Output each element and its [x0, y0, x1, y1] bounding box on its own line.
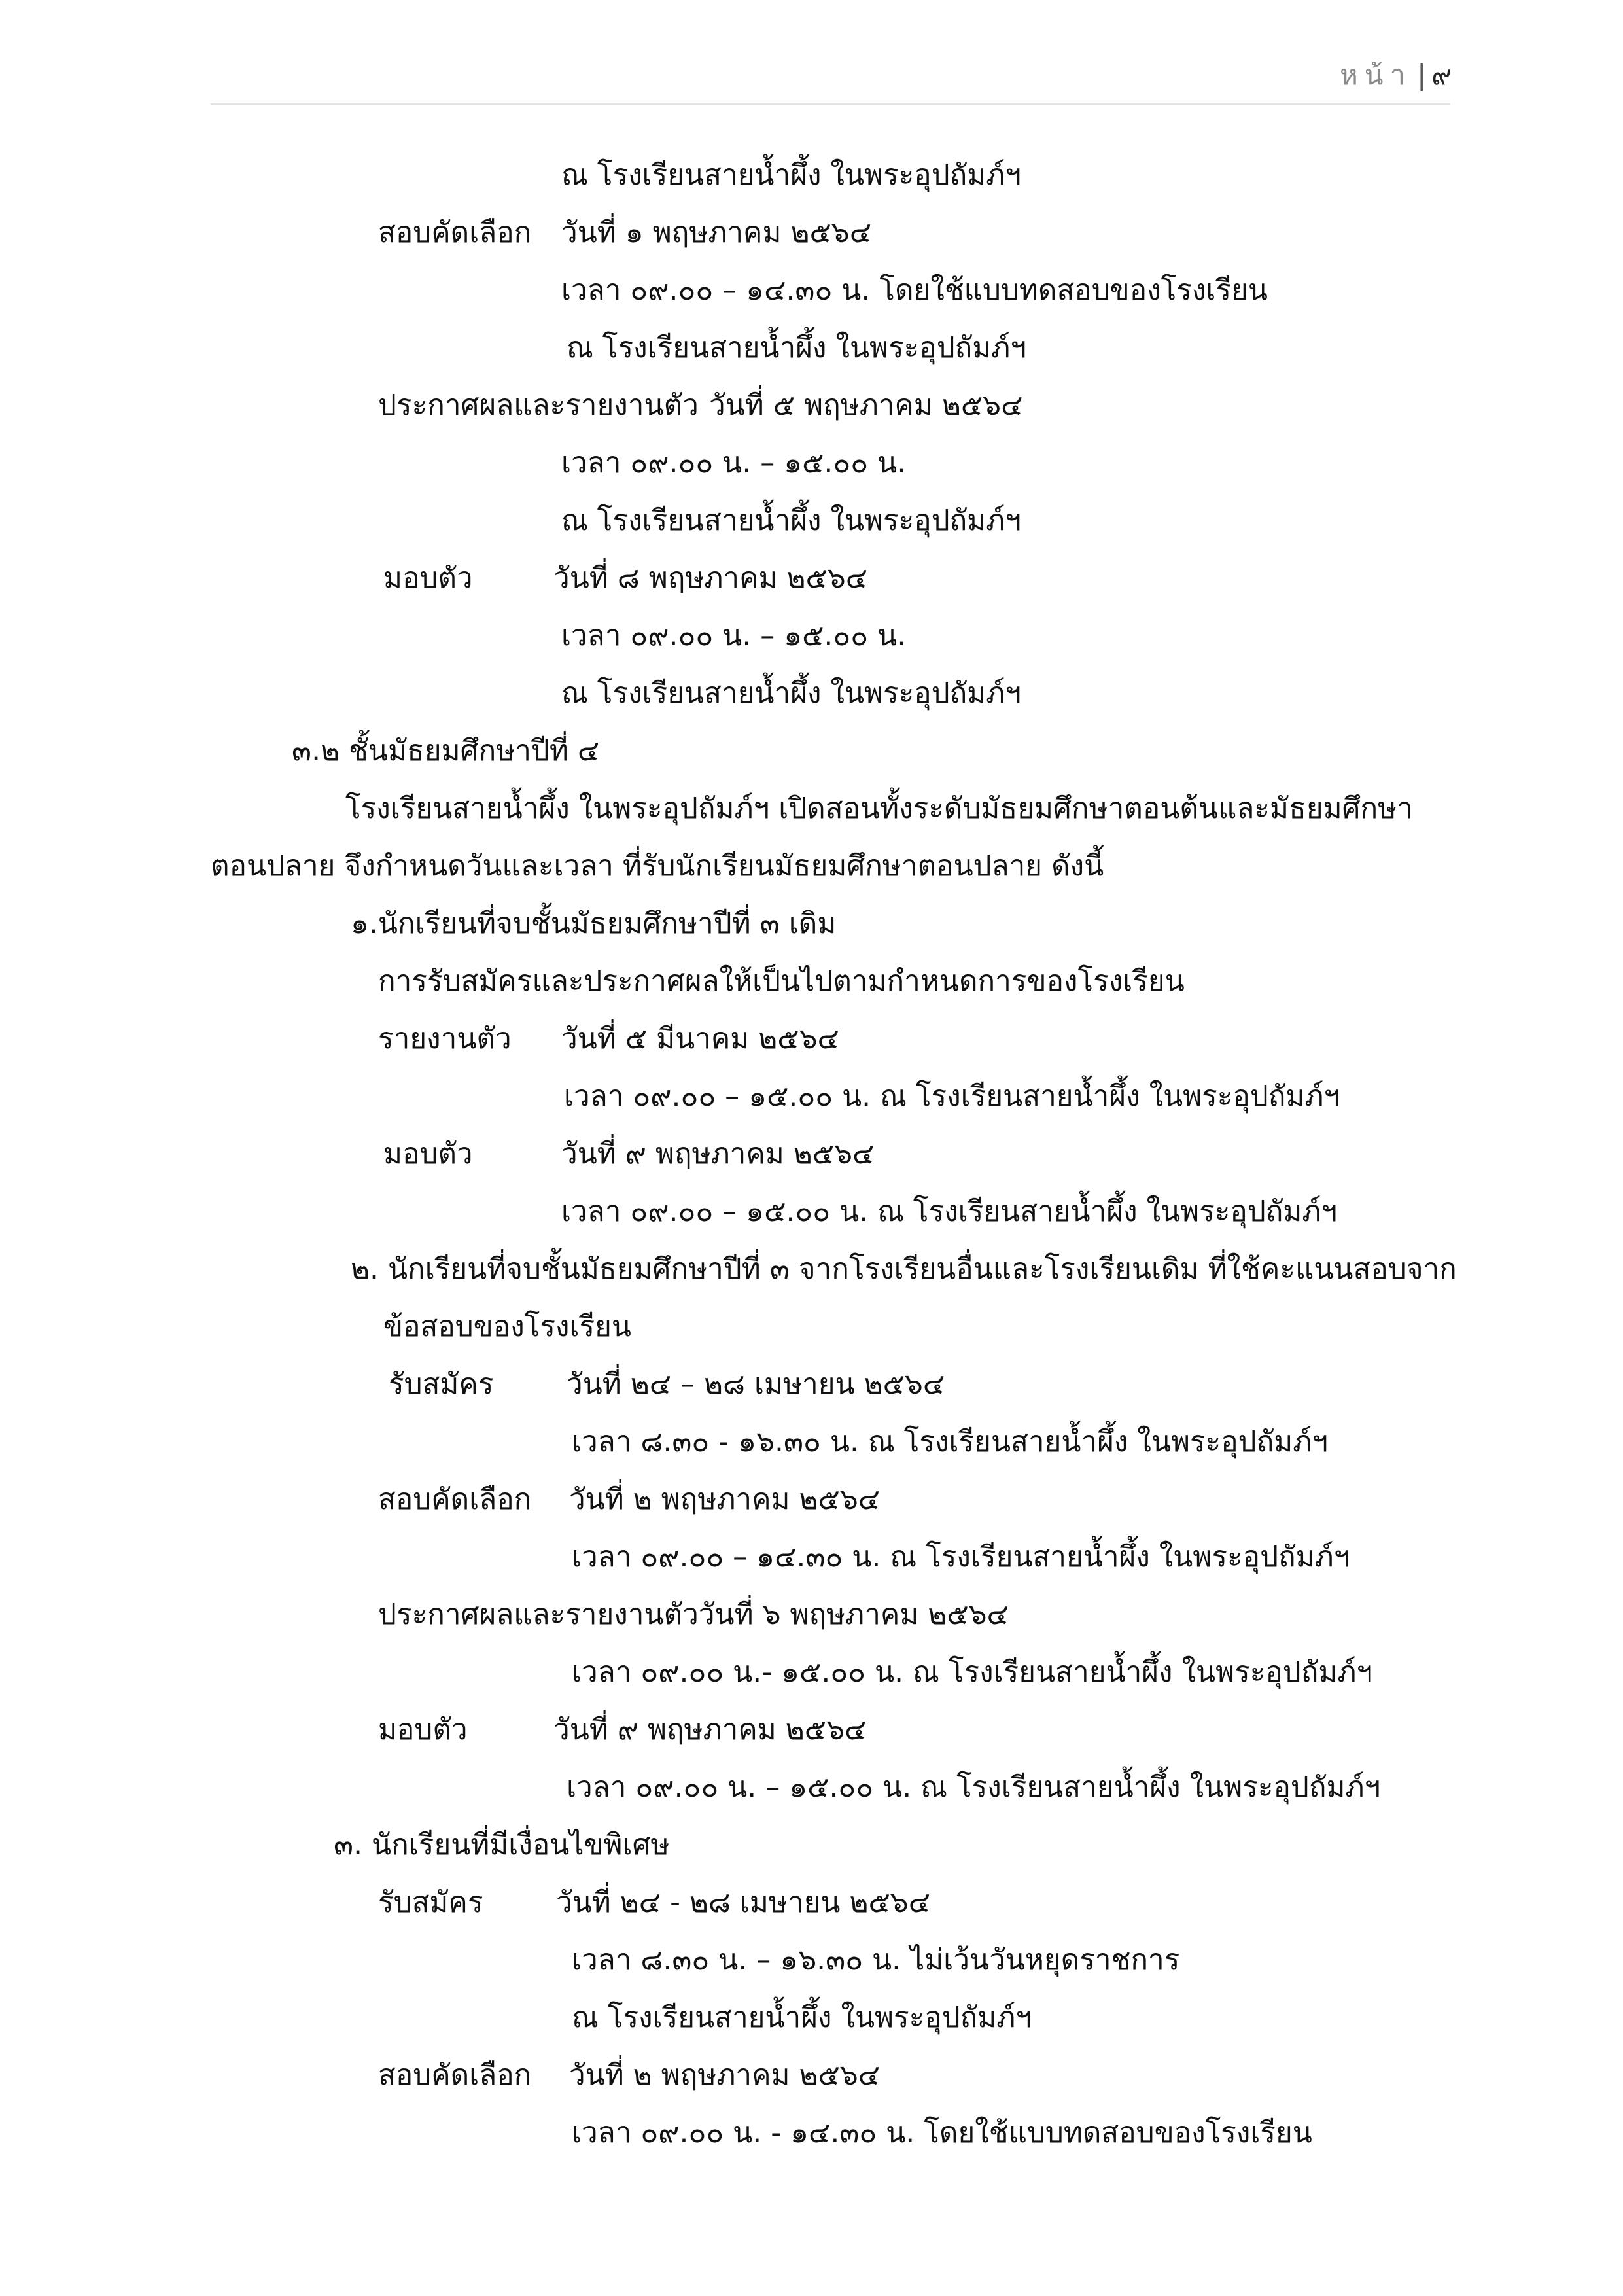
text-line: ประกาศผลและรายงานตัววันที่ ๖ พฤษภาคม ๒๕๖๔: [378, 1598, 1009, 1631]
text-line: วันที่ ๙ พฤษภาคม ๒๕๖๔: [553, 1713, 867, 1746]
text-line-label: มอบตัว: [383, 561, 473, 595]
header-divider: [211, 103, 1450, 105]
text-line: เวลา ๐๙.๐๐ น.- ๑๕.๐๐ น. ณ โรงเรียนสายน้ำผึ้ง ในพระอุปถัมภ์ฯ: [572, 1655, 1373, 1689]
text-line: วันที่ ๕ มีนาคม ๒๕๖๔: [561, 1022, 839, 1055]
text-line: เวลา ๐๙.๐๐ – ๑๔.๓๐ น. โดยใช้แบบทดสอบของโรงเรียน: [561, 274, 1268, 307]
text-line-label: ประกาศผลและรายงานตัว: [378, 389, 699, 422]
text-line: ณ โรงเรียนสายน้ำผึ้ง ในพระอุปถัมภ์ฯ: [561, 504, 1022, 537]
subsection-heading: ๑.นักเรียนที่จบชั้นมัธยมศึกษาปีที่ ๓ เดิม: [351, 907, 837, 940]
text-line: ณ โรงเรียนสายน้ำผึ้ง ในพระอุปถัมภ์ฯ: [561, 677, 1022, 710]
text-line: วันที่ ๒๔ – ๒๘ เมษายน ๒๕๖๔: [567, 1368, 945, 1401]
text-line: ณ โรงเรียนสายน้ำผึ้ง ในพระอุปถัมภ์ฯ: [567, 331, 1027, 364]
text-line: วันที่ ๒ พฤษภาคม ๒๕๖๔: [569, 2058, 881, 2092]
text-line: เวลา ๘.๓๐ - ๑๖.๓๐ น. ณ โรงเรียนสายน้ำผึ้ง ในพระอุปถัมภ์ฯ: [572, 1425, 1328, 1458]
section-heading: ๓.๒ ชั้นมัธยมศึกษาปีที่ ๔: [292, 734, 600, 768]
page-label: หน้า: [1340, 59, 1412, 91]
text-line-label: สอบคัดเลือก: [378, 1483, 532, 1516]
text-line: เวลา ๐๙.๐๐ น. - ๑๔.๓๐ น. โดยใช้แบบทดสอบของโรงเรียน: [572, 2116, 1312, 2149]
text-line: วันที่ ๘ พฤษภาคม ๒๕๖๔: [553, 561, 868, 595]
text-line: วันที่ ๒๔ - ๒๘ เมษายน ๒๕๖๔: [556, 1886, 930, 1919]
text-line: เวลา ๐๙.๐๐ – ๑๔.๓๐ น. ณ โรงเรียนสายน้ำผึ้ง ในพระอุปถัมภ์ฯ: [572, 1540, 1350, 1574]
paragraph-line: โรงเรียนสายน้ำผึ้ง ในพระอุปถัมภ์ฯ เปิดสอนทั้งระดับมัธยมศึกษาตอนต้นและมัธยมศึกษา: [345, 792, 1413, 825]
text-line: วันที่ ๑ พฤษภาคม ๒๕๖๔: [561, 216, 872, 249]
text-line-label: รับสมัคร: [389, 1368, 494, 1401]
subsection-heading: ๓. นักเรียนที่มีเงื่อนไขพิเศษ: [334, 1828, 670, 1862]
text-line: เวลา ๐๙.๐๐ – ๑๕.๐๐ น. ณ โรงเรียนสายน้ำผึ้ง ในพระอุปถัมภ์ฯ: [564, 1080, 1340, 1113]
text-line: ณ โรงเรียนสายน้ำผึ้ง ในพระอุปถัมภ์ฯ: [561, 158, 1022, 192]
subsection-heading: ๒. นักเรียนที่จบชั้นมัธยมศึกษาปีที่ ๓ จากโรงเรียนอื่นและโรงเรียนเดิม ที่ใช้คะแนนสอบจาก: [351, 1252, 1457, 1286]
text-line-label: มอบตัว: [383, 1137, 473, 1171]
page-number: ๙: [1431, 59, 1452, 91]
text-line: เวลา ๐๙.๐๐ น. – ๑๕.๐๐ น.: [561, 446, 907, 480]
text-line-label: รายงานตัว: [378, 1022, 512, 1055]
text-line-label: มอบตัว: [378, 1713, 468, 1746]
text-line: การรับสมัครและประกาศผลให้เป็นไปตามกำหนดการของโรงเรียน: [378, 964, 1185, 998]
text-line: เวลา ๐๙.๐๐ – ๑๕.๐๐ น. ณ โรงเรียนสายน้ำผึ้ง ในพระอุปถัมภ์ฯ: [561, 1195, 1338, 1228]
text-line-label: สอบคัดเลือก: [378, 216, 532, 249]
page-header: [1340, 54, 1452, 97]
text-line-label: สอบคัดเลือก: [378, 2058, 532, 2092]
text-line: เวลา ๐๙.๐๐ น. – ๑๕.๐๐ น. ณ โรงเรียนสายน้ำผึ้ง ในพระอุปถัมภ์ฯ: [567, 1771, 1381, 1804]
text-line: วันที่ ๕ พฤษภาคม ๒๕๖๔: [709, 389, 1023, 422]
header-separator: |: [1417, 59, 1427, 91]
paragraph-line: ตอนปลาย จึงกำหนดวันและเวลา ที่รับนักเรียนมัธยมศึกษาตอนปลาย ดังนี้: [211, 849, 1104, 883]
text-line: เวลา ๐๙.๐๐ น. – ๑๕.๐๐ น.: [561, 619, 907, 652]
text-line-label: รับสมัคร: [378, 1886, 483, 1919]
text-line: ณ โรงเรียนสายน้ำผึ้ง ในพระอุปถัมภ์ฯ: [572, 2001, 1032, 2034]
text-line: ข้อสอบของโรงเรียน: [383, 1310, 631, 1343]
text-line: เวลา ๘.๓๐ น. – ๑๖.๓๐ น. ไม่เว้นวันหยุดราชการ: [572, 1943, 1180, 1977]
text-line: วันที่ ๒ พฤษภาคม ๒๕๖๔: [569, 1483, 881, 1516]
text-line: วันที่ ๙ พฤษภาคม ๒๕๖๔: [561, 1137, 875, 1171]
